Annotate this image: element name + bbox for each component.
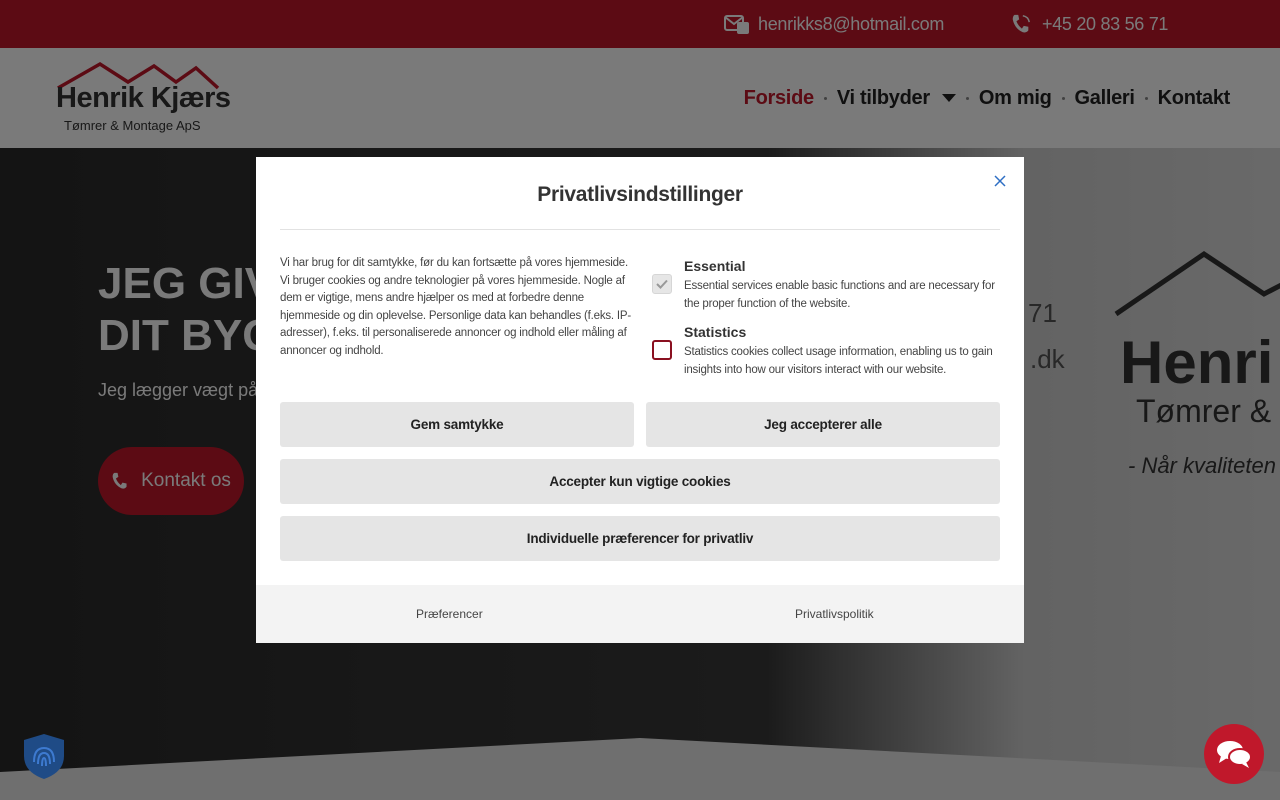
essential-checkbox[interactable]: [652, 274, 672, 294]
accept-all-button[interactable]: Jeg accepterer alle: [646, 402, 1000, 447]
privacy-policy-link[interactable]: Privatlivspolitik: [795, 607, 874, 621]
accept-essential-button[interactable]: Accepter kun vigtige cookies: [280, 459, 1000, 504]
shield-fingerprint-icon[interactable]: [20, 732, 68, 780]
individual-preferences-button[interactable]: Individuelle præferencer for privatliv: [280, 516, 1000, 561]
statistics-checkbox[interactable]: [652, 340, 672, 360]
modal-title: Privatlivsindstillinger: [537, 183, 743, 206]
modal-divider: [280, 229, 1000, 230]
consent-description: Statistics cookies collect usage information, enabling us to gain insights into how our visitors interact with our website.: [684, 346, 993, 376]
modal-description: Vi har brug for dit samtykke, før du kan fortsætte på vores hjemmeside. Vi bruger cookies og andre teknologier på vores hjemmeside. Nogle af dem er vigtige, mens andre hjælper os med at forbedre denne hjemmeside og din oplevelse. Personlige data kan behandles (f.eks. IP-adresser), f.eks. til personaliserede annoncer og indhold eller måling af annoncer og indhold.: [280, 257, 632, 357]
consent-name: Statistics: [684, 324, 747, 340]
consent-name: Essential: [684, 258, 746, 274]
chat-icon: [1216, 739, 1252, 769]
privacy-settings-modal: [256, 157, 1024, 643]
consent-description: Essential services enable basic functions and are necessary for the proper function of the website.: [684, 280, 995, 310]
modal-footer: [256, 585, 1024, 643]
save-consent-button[interactable]: Gem samtykke: [280, 402, 634, 447]
preferences-link[interactable]: Præferencer: [416, 607, 483, 621]
chat-button[interactable]: [1204, 724, 1264, 784]
close-icon[interactable]: [992, 173, 1008, 189]
check-icon: [656, 279, 668, 289]
